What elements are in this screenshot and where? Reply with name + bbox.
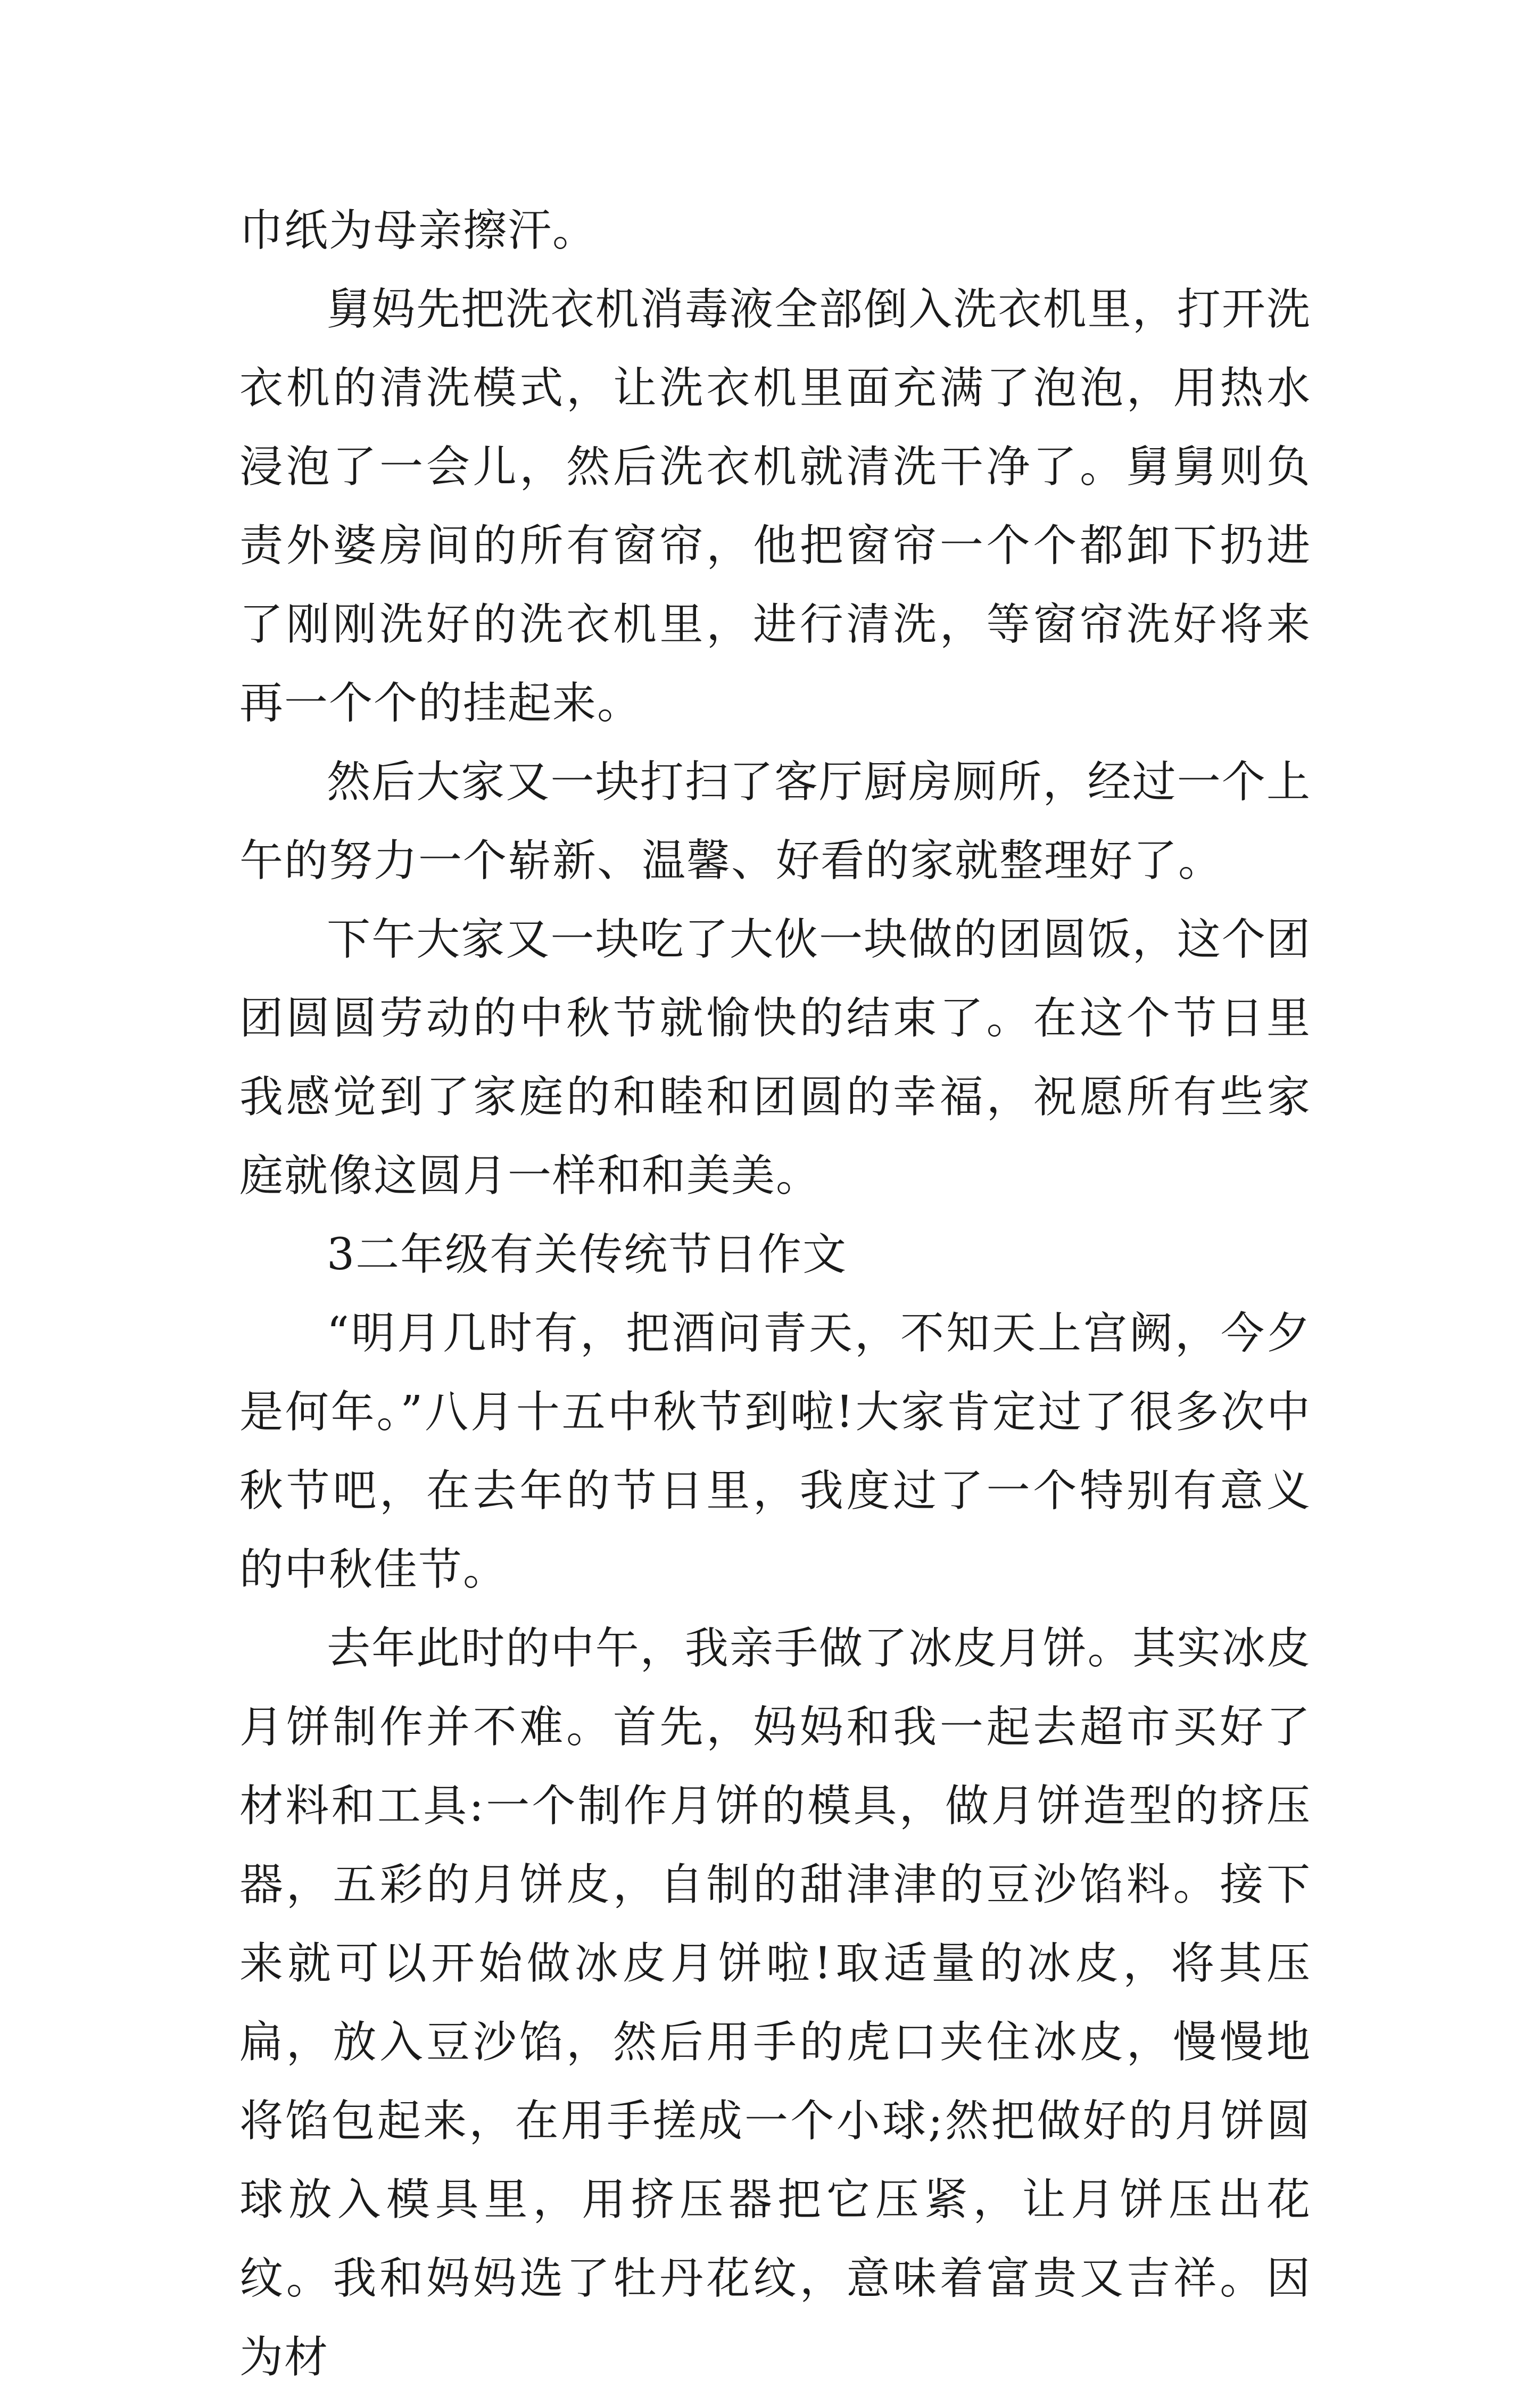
paragraph-cleaning: 然后大家又一块打扫了客厅厨房厕所，经过一个上午的努力一个崭新、温馨、好看的家就整理好了。 — [239, 757, 1311, 886]
paragraph-continued: 巾纸为母亲擦汗。 — [239, 205, 598, 256]
paragraph-washing-machine: 舅妈先把洗衣机消毒液全部倒入洗衣机里，打开洗衣机的清洗模式，让洗衣机里面充满了泡泡，用热水浸泡了一会儿，然后洗衣机就清洗干净了。舅舅则负责外婆房间的所有窗帘，他把窗帘一个个都卸下扔进了刚刚洗好的洗衣机里，进行清洗，等窗帘洗好将来再一个个的挂起来。 — [239, 284, 1311, 729]
document-body — [239, 192, 1311, 2397]
paragraph-reunion-dinner: 下午大家又一块吃了大伙一块做的团圆饭，这个团团圆圆劳动的中秋节就愉快的结束了。在这个节日里我感觉到了家庭的和睦和团圆的幸福，祝愿所有些家庭就像这圆月一样和和美美。 — [239, 914, 1311, 1201]
paragraph-mooncake: 去年此时的中午，我亲手做了冰皮月饼。其实冰皮月饼制作并不难。首先，妈妈和我一起去超市买好了材料和工具:一个制作月饼的模具，做月饼造型的挤压器，五彩的月饼皮，自制的甜津津的豆沙馅料。接下来就可以开始做冰皮月饼啦!取适量的冰皮，将其压扁，放入豆沙馅，然后用手的虎口夹住冰皮，慢慢地将馅包起来，在用手搓成一个小球;然把做好的月饼圆球放入模具里，用挤压器把它压紧，让月饼压出花纹。我和妈妈选了牡丹花纹，意味着富贵又吉祥。因为材 — [239, 1623, 1311, 2383]
paragraph-poem-intro: “明月几时有，把酒问青天，不知天上宫阙，今夕是何年。”八月十五中秋节到啦!大家肯定过了很多次中秋节吧，在去年的节日里，我度过了一个特别有意义的中秋佳节。 — [239, 1308, 1311, 1595]
section-heading: 3二年级有关传统节日作文 — [327, 1229, 848, 1280]
